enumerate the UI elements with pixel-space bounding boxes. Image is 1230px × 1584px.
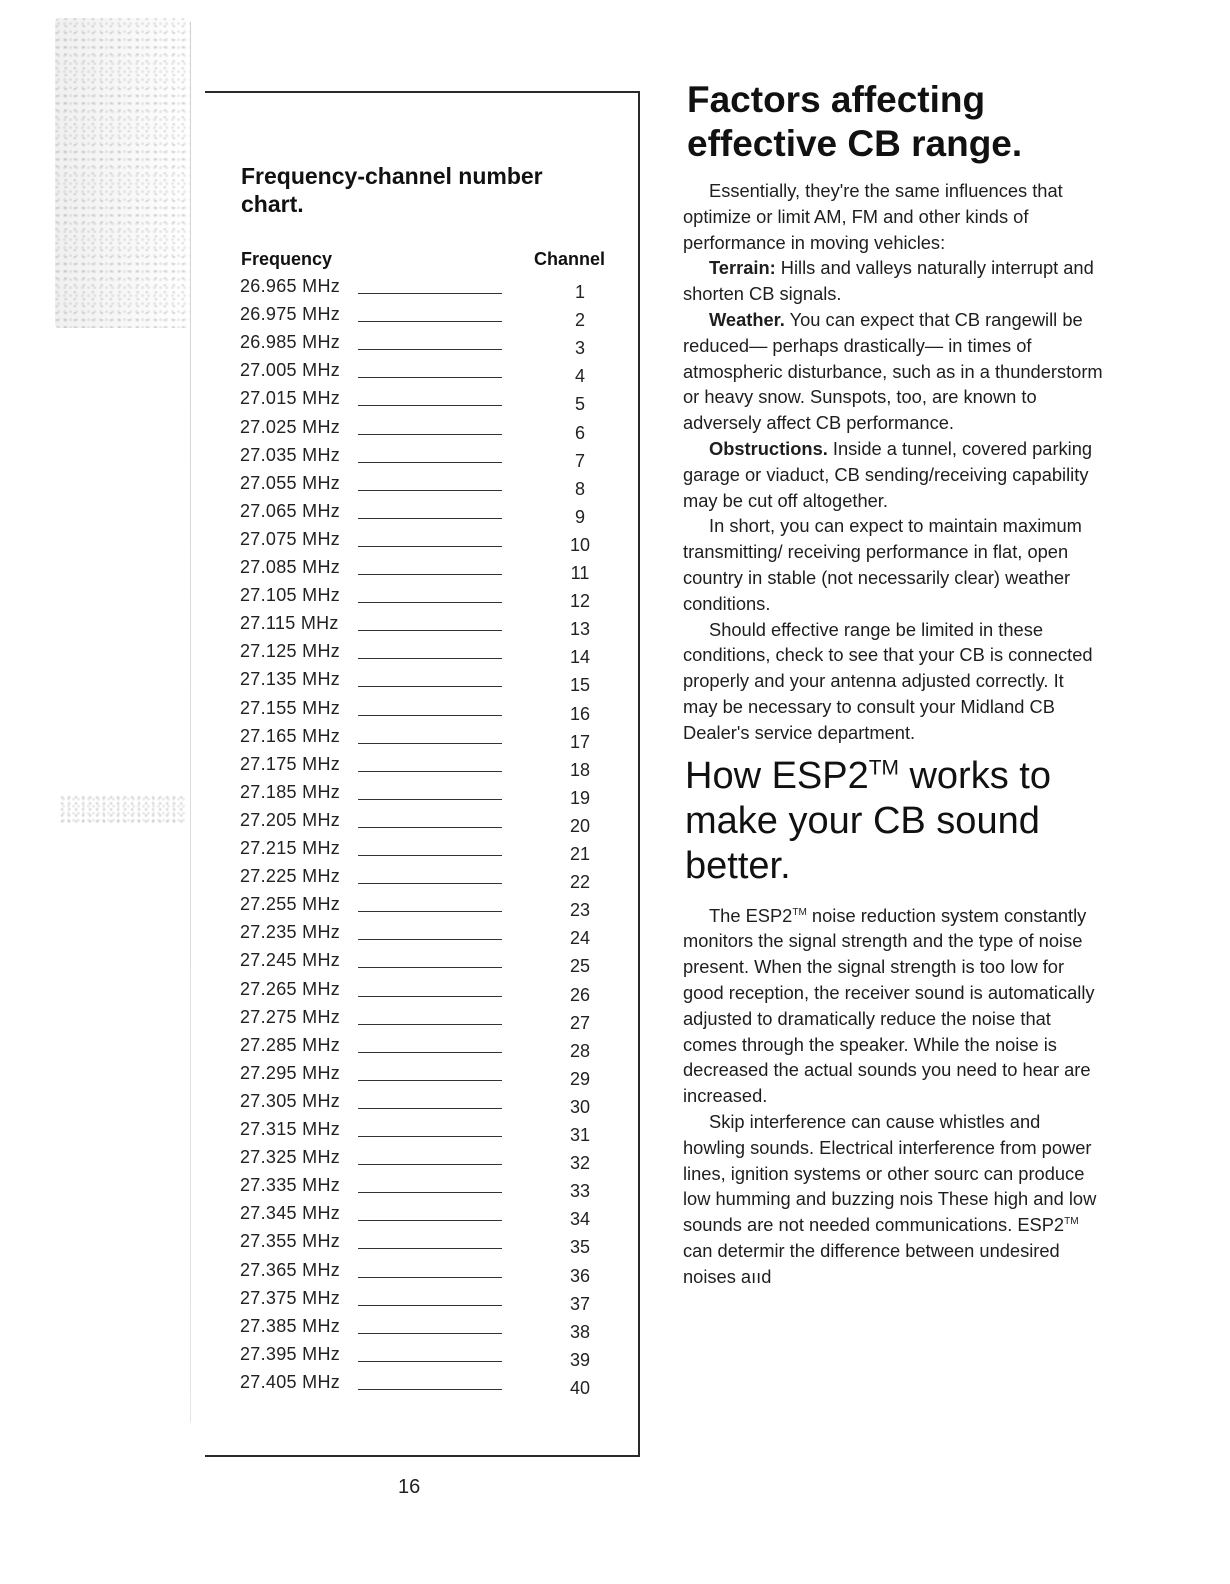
leader-line <box>358 911 502 912</box>
frequency-cell: 27.155 MHz <box>240 697 341 718</box>
table-row <box>0 1007 640 1035</box>
channel-cell: 32 <box>569 1153 591 1174</box>
chart-title: Frequency-channel number chart. <box>241 163 543 217</box>
leader-line <box>358 1389 502 1390</box>
frequency-cell: 27.205 MHz <box>240 809 341 830</box>
frequency-cell: 27.405 MHz <box>240 1371 341 1392</box>
channel-cell: 9 <box>574 506 585 527</box>
channel-cell: 10 <box>569 534 591 555</box>
obstructions-paragraph <box>683 436 1103 513</box>
table-row <box>0 979 640 1007</box>
table-row <box>0 782 640 810</box>
leader-line <box>358 771 502 772</box>
frequency-cell: 27.025 MHz <box>240 416 341 437</box>
table-row <box>0 417 640 445</box>
frequency-cell: 27.315 MHz <box>240 1119 341 1139</box>
leader-line <box>358 1080 502 1081</box>
frequency-cell: 27.015 MHz <box>240 388 341 409</box>
leader-line <box>358 1333 502 1334</box>
frequency-cell: 26.965 MHz <box>240 276 341 296</box>
terrain-label: Terrain: <box>709 257 776 279</box>
table-row <box>0 894 640 922</box>
table-row <box>0 1035 640 1063</box>
frequency-cell: 27.305 MHz <box>240 1090 341 1111</box>
frequency-cell: 27.005 MHz <box>240 360 341 381</box>
leader-line <box>358 883 502 884</box>
leader-line <box>358 939 502 940</box>
frequency-cell: 27.335 MHz <box>240 1175 341 1196</box>
channel-cell: 5 <box>574 394 585 415</box>
frequency-cell: 27.075 MHz <box>240 528 341 549</box>
leader-line <box>358 293 502 294</box>
terrain-paragraph <box>683 255 1103 307</box>
table-row <box>0 1119 640 1147</box>
esp2-heading-pre: How ESP2 <box>685 754 869 797</box>
frequency-cell: 27.385 MHz <box>240 1315 341 1336</box>
table-row <box>0 1231 640 1259</box>
page-number: 16 <box>398 1476 421 1498</box>
frequency-cell: 27.325 MHz <box>240 1147 341 1168</box>
channel-cell: 25 <box>569 956 591 977</box>
frequency-cell: 27.115 MHz <box>240 613 339 634</box>
channel-column-header: Channel <box>534 249 606 269</box>
channel-cell: 7 <box>574 450 585 471</box>
frequency-cell: 27.185 MHz <box>240 781 341 802</box>
frequency-cell: 27.255 MHz <box>240 894 341 915</box>
table-row <box>0 445 640 473</box>
leader-line <box>358 743 502 744</box>
table-row <box>0 1091 640 1119</box>
table-row <box>0 754 640 782</box>
leader-line <box>358 1277 502 1278</box>
weather-label: Weather. <box>709 308 785 330</box>
frequency-cell: 27.295 MHz <box>240 1062 341 1083</box>
frequency-cell: 26.975 MHz <box>240 304 341 325</box>
table-row <box>0 950 640 978</box>
frequency-cell: 27.065 MHz <box>240 500 341 521</box>
channel-cell: 21 <box>569 844 591 864</box>
esp2-heading <box>685 754 1103 889</box>
channel-cell: 1 <box>574 282 585 302</box>
leader-line <box>358 967 502 968</box>
frequency-cell: 27.105 MHz <box>240 585 341 606</box>
frequency-cell: 27.265 MHz <box>240 978 341 999</box>
channel-cell: 2 <box>574 310 585 331</box>
leader-line <box>358 434 502 435</box>
frequency-cell: 27.355 MHz <box>240 1231 341 1252</box>
table-row <box>0 641 640 669</box>
esp2-paragraph-2 <box>683 1109 1103 1290</box>
channel-cell: 39 <box>569 1349 591 1370</box>
frequency-cell: 27.225 MHz <box>240 866 341 887</box>
table-row <box>0 1203 640 1231</box>
table-row <box>0 501 640 529</box>
leader-line <box>358 602 502 603</box>
channel-cell: 13 <box>569 619 591 640</box>
table-row <box>0 529 640 557</box>
trademark-mark: TM <box>868 755 899 779</box>
table-row <box>0 1063 640 1091</box>
leader-line <box>358 405 502 406</box>
leader-line <box>358 490 502 491</box>
channel-cell: 38 <box>569 1321 591 1342</box>
channel-cell: 29 <box>569 1068 591 1089</box>
table-row <box>0 866 640 894</box>
channel-cell: 31 <box>569 1125 591 1145</box>
channel-cell: 30 <box>569 1096 591 1117</box>
frequency-cell: 27.285 MHz <box>240 1034 341 1055</box>
channel-cell: 18 <box>569 759 591 780</box>
leader-line <box>358 1108 502 1109</box>
frequency-cell: 27.125 MHz <box>240 641 341 662</box>
in-short-paragraph: In short, you can expect to maintain maximum transmitting/ receiving performance in flat, open country in stable (not necessarily clear) weather conditions. <box>683 515 1082 614</box>
esp2-p1-pre: The ESP2 <box>709 904 793 926</box>
trademark-mark: TM <box>792 906 807 918</box>
table-row <box>0 1147 640 1175</box>
channel-cell: 24 <box>569 928 591 949</box>
leader-line <box>358 574 502 575</box>
table-row <box>0 1288 640 1316</box>
leader-line <box>358 546 502 547</box>
channel-cell: 23 <box>569 900 591 921</box>
leader-line <box>358 996 502 997</box>
leader-line <box>358 1305 502 1306</box>
leader-line <box>358 658 502 659</box>
table-row <box>0 585 640 613</box>
channel-cell: 4 <box>574 366 585 387</box>
leader-line <box>358 715 502 716</box>
frequency-cell: 27.215 MHz <box>240 838 341 858</box>
leader-line <box>358 377 502 378</box>
frequency-cell: 27.085 MHz <box>240 557 341 577</box>
frequency-cell: 27.345 MHz <box>240 1203 341 1224</box>
table-row <box>0 698 640 726</box>
leader-line <box>358 827 502 828</box>
channel-cell: 22 <box>569 872 591 893</box>
factors-intro: Essentially, they're the same influences that optimize or limit AM, FM and other kinds of performance in moving vehicles: <box>683 180 1063 253</box>
table-row <box>0 810 640 838</box>
table-row <box>0 332 640 360</box>
leader-line <box>358 686 502 687</box>
limited-range-paragraph: Should effective range be limited in these conditions, check to see that your CB is connected properly and your antenna adjusted correctly. It may be necessary to consult your Midland CB Dealer's service department. <box>683 618 1093 743</box>
right-column <box>683 78 1103 1289</box>
channel-cell: 15 <box>569 675 591 696</box>
channel-cell: 26 <box>569 984 591 1005</box>
table-row <box>0 726 640 754</box>
channel-cell: 20 <box>569 815 591 836</box>
esp2-paragraph-1 <box>683 903 1103 1109</box>
channel-cell: 35 <box>569 1237 591 1258</box>
channel-cell: 27 <box>569 1012 591 1033</box>
obstructions-text: Inside a tunnel, covered parking garage or viaduct, CB sending/receiving capability may be cut off altogether. <box>683 437 1093 511</box>
channel-cell: 6 <box>574 422 585 443</box>
leader-line <box>358 349 502 350</box>
leader-line <box>358 1136 502 1137</box>
table-row <box>0 304 640 332</box>
esp2-p2-post: can determir the difference between undesired noises aııd <box>683 1239 1060 1287</box>
channel-cell: 16 <box>569 703 591 724</box>
frequency-cell: 27.375 MHz <box>240 1287 341 1308</box>
table-row <box>0 388 640 416</box>
leader-line <box>358 1220 502 1221</box>
frequency-cell: 27.135 MHz <box>240 669 341 690</box>
table-row <box>0 360 640 388</box>
leader-line <box>358 1248 502 1249</box>
leader-line <box>358 855 502 856</box>
channel-cell: 36 <box>569 1265 591 1286</box>
frequency-cell: 27.395 MHz <box>240 1343 341 1364</box>
table-row <box>0 1344 640 1372</box>
leader-line <box>358 1361 502 1362</box>
channel-cell: 3 <box>574 338 585 359</box>
channel-cell: 33 <box>569 1181 591 1202</box>
leader-line <box>358 799 502 800</box>
table-row <box>0 557 640 585</box>
table-row <box>0 669 640 697</box>
channel-cell: 12 <box>569 591 591 612</box>
frequency-cell: 27.235 MHz <box>240 922 341 943</box>
channel-cell: 34 <box>569 1209 591 1230</box>
terrain-text: Hills and valleys naturally interrupt and shorten CB signals. <box>683 257 1094 305</box>
channel-cell: 37 <box>569 1293 591 1314</box>
leader-line <box>358 1024 502 1025</box>
leader-line <box>358 321 502 322</box>
leader-line <box>358 1164 502 1165</box>
leader-line <box>358 462 502 463</box>
frequency-cell: 27.245 MHz <box>240 950 341 971</box>
channel-cell: 17 <box>569 731 591 752</box>
table-row <box>0 276 640 304</box>
obstructions-label: Obstructions. <box>709 437 828 459</box>
esp2-p1-post: noise reduction system constantly monitors the signal strength and the type of noise present. When the signal strength is too low for good reception, the receiver sound is automatically adjusted to dramatically reduce the noise that comes through the speaker. While the noise is decreased the actual sounds you need to hear are increased. <box>683 904 1095 1107</box>
leader-line <box>358 518 502 519</box>
frequency-cell: 26.985 MHz <box>240 332 341 353</box>
frequency-cell: 27.165 MHz <box>240 725 341 746</box>
frequency-cell: 27.035 MHz <box>240 444 341 465</box>
frequency-cell: 27.175 MHz <box>240 753 341 774</box>
trademark-mark: TM <box>1064 1216 1079 1227</box>
channel-cell: 40 <box>569 1377 591 1398</box>
table-row <box>0 838 640 866</box>
esp2-heading-post: works to make your CB sound better. <box>685 754 1051 887</box>
table-row <box>0 473 640 501</box>
esp2-p2-pre: Skip interference can cause whistles and howling sounds. Electrical interference from power lines, ignition systems or other sourc can produce low humming and buzzing nois These high and low sounds are not needed communications. ESP2 <box>683 1110 1097 1236</box>
channel-cell: 14 <box>569 647 591 668</box>
leader-line <box>358 630 502 631</box>
frequency-column-header: Frequency <box>241 249 333 269</box>
channel-cell: 11 <box>570 563 590 583</box>
table-row <box>0 1316 640 1344</box>
leader-line <box>358 1192 502 1193</box>
table-row <box>0 922 640 950</box>
channel-cell: 28 <box>569 1040 591 1061</box>
channel-cell: 19 <box>569 787 591 808</box>
frequency-cell: 27.365 MHz <box>240 1259 341 1280</box>
frequency-cell: 27.275 MHz <box>240 1006 341 1027</box>
weather-text: You can expect that CB rangewill be reduced— perhaps drastically— in times of atmospheric disturbance, such as in a thunderstorm or heavy snow. Sunspots, too, are known to adversely affect CB performance. <box>683 308 1103 434</box>
channel-cell: 8 <box>574 478 585 499</box>
table-row <box>0 1175 640 1203</box>
table-row <box>0 1372 640 1400</box>
table-row <box>0 613 640 641</box>
leader-line <box>358 1052 502 1053</box>
factors-heading: Factors affecting effective CB range. <box>687 79 1023 164</box>
weather-paragraph <box>683 307 1103 436</box>
table-row <box>0 1260 640 1288</box>
frequency-cell: 27.055 MHz <box>240 472 341 493</box>
